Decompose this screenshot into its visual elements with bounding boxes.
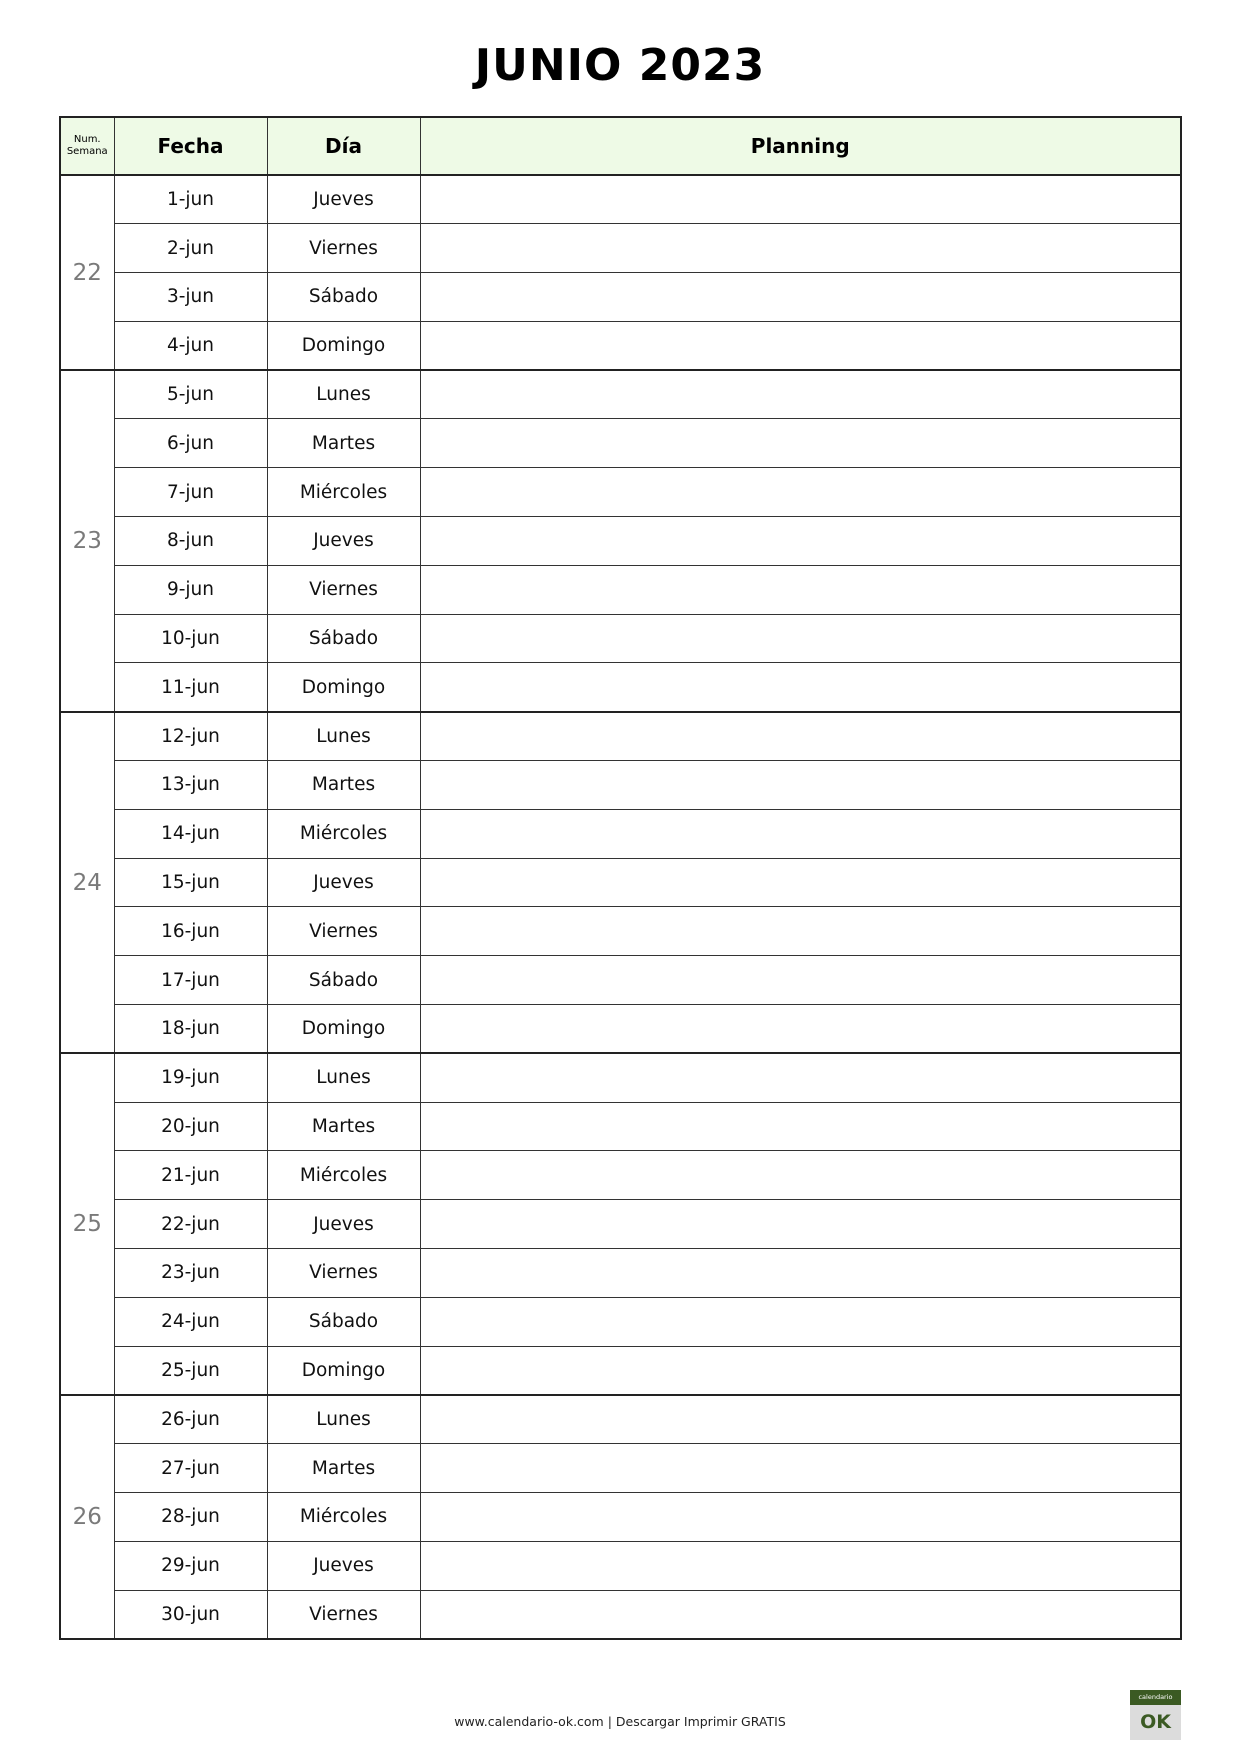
date-cell: 14-jun [114, 809, 267, 858]
date-cell: 26-jun [114, 1395, 267, 1444]
day-cell: Viernes [267, 1590, 420, 1639]
week-header-line1: Num. [73, 134, 101, 145]
day-cell: Lunes [267, 712, 420, 761]
week-number: 24 [60, 712, 114, 1054]
brand-logo [1130, 1690, 1181, 1740]
date-cell: 21-jun [114, 1151, 267, 1200]
page-title: JUNIO 2023 [474, 40, 766, 91]
planning-cell[interactable] [420, 224, 1181, 273]
planning-cell[interactable] [420, 1346, 1181, 1395]
date-header: Fecha [114, 117, 267, 175]
table-row [60, 224, 1181, 273]
date-cell: 3-jun [114, 273, 267, 322]
day-cell: Lunes [267, 370, 420, 419]
planning-cell[interactable] [420, 1444, 1181, 1493]
date-cell: 22-jun [114, 1200, 267, 1249]
date-cell: 2-jun [114, 224, 267, 273]
table-row [60, 517, 1181, 566]
planning-cell[interactable] [420, 1493, 1181, 1542]
planning-cell[interactable] [420, 761, 1181, 810]
planning-cell[interactable] [420, 663, 1181, 712]
day-cell: Viernes [267, 907, 420, 956]
planning-cell[interactable] [420, 273, 1181, 322]
date-cell: 29-jun [114, 1541, 267, 1590]
day-cell: Viernes [267, 1249, 420, 1298]
planning-cell[interactable] [420, 1541, 1181, 1590]
planning-cell[interactable] [420, 809, 1181, 858]
table-row [60, 614, 1181, 663]
planning-cell[interactable] [420, 712, 1181, 761]
day-cell: Martes [267, 761, 420, 810]
day-cell: Martes [267, 1444, 420, 1493]
day-cell: Sábado [267, 614, 420, 663]
table-row [60, 1053, 1181, 1102]
table-row [60, 1541, 1181, 1590]
planning-header: Planning [420, 117, 1181, 175]
planning-cell[interactable] [420, 1395, 1181, 1444]
date-cell: 11-jun [114, 663, 267, 712]
date-cell: 17-jun [114, 956, 267, 1005]
planning-cell[interactable] [420, 858, 1181, 907]
week-header-line2: Semana [66, 146, 108, 157]
table-row [60, 1444, 1181, 1493]
table-row [60, 1005, 1181, 1054]
date-cell: 18-jun [114, 1005, 267, 1054]
table-row [60, 468, 1181, 517]
day-cell: Lunes [267, 1053, 420, 1102]
planning-cell[interactable] [420, 1053, 1181, 1102]
date-cell: 28-jun [114, 1493, 267, 1542]
table-row [60, 1200, 1181, 1249]
planning-cell[interactable] [420, 1249, 1181, 1298]
date-cell: 20-jun [114, 1102, 267, 1151]
day-cell: Domingo [267, 321, 420, 370]
day-header: Día [267, 117, 420, 175]
planning-cell[interactable] [420, 565, 1181, 614]
date-cell: 23-jun [114, 1249, 267, 1298]
planning-cell[interactable] [420, 1200, 1181, 1249]
table-row [60, 321, 1181, 370]
table-row [60, 565, 1181, 614]
week-number: 22 [60, 175, 114, 370]
day-cell: Domingo [267, 663, 420, 712]
day-cell: Lunes [267, 1395, 420, 1444]
table-row [60, 1590, 1181, 1639]
week-number-header [60, 117, 114, 175]
day-cell: Martes [267, 419, 420, 468]
table-row [60, 956, 1181, 1005]
date-cell: 27-jun [114, 1444, 267, 1493]
date-cell: 13-jun [114, 761, 267, 810]
table-row [60, 370, 1181, 419]
planning-cell[interactable] [420, 175, 1181, 224]
table-row [60, 273, 1181, 322]
week-number: 25 [60, 1053, 114, 1395]
table-row [60, 1395, 1181, 1444]
day-cell: Miércoles [267, 809, 420, 858]
table-row [60, 1249, 1181, 1298]
planning-cell[interactable] [420, 1297, 1181, 1346]
header-row [60, 117, 1181, 175]
date-cell: 8-jun [114, 517, 267, 566]
day-cell: Domingo [267, 1346, 420, 1395]
day-cell: Jueves [267, 1541, 420, 1590]
day-cell: Jueves [267, 1200, 420, 1249]
date-cell: 4-jun [114, 321, 267, 370]
week-number: 26 [60, 1395, 114, 1639]
date-cell: 10-jun [114, 614, 267, 663]
table-row [60, 1102, 1181, 1151]
planning-cell[interactable] [420, 907, 1181, 956]
table-row [60, 1493, 1181, 1542]
day-cell: Domingo [267, 1005, 420, 1054]
date-cell: 19-jun [114, 1053, 267, 1102]
table-row [60, 419, 1181, 468]
planning-cell[interactable] [420, 468, 1181, 517]
table-row [60, 175, 1181, 224]
footer-text: www.calendario-ok.com | Descargar Imprimir GRATIS [454, 1714, 786, 1729]
date-cell: 25-jun [114, 1346, 267, 1395]
day-cell: Miércoles [267, 1493, 420, 1542]
planning-cell[interactable] [420, 614, 1181, 663]
day-cell: Miércoles [267, 468, 420, 517]
planning-cell[interactable] [420, 1102, 1181, 1151]
day-cell: Viernes [267, 565, 420, 614]
planning-cell[interactable] [420, 419, 1181, 468]
day-cell: Jueves [267, 858, 420, 907]
logo-top-label: calendario [1130, 1690, 1181, 1705]
date-cell: 1-jun [114, 175, 267, 224]
date-cell: 9-jun [114, 565, 267, 614]
date-cell: 15-jun [114, 858, 267, 907]
planning-cell[interactable] [420, 1590, 1181, 1639]
table-row [60, 907, 1181, 956]
planning-cell[interactable] [420, 956, 1181, 1005]
planning-cell[interactable] [420, 517, 1181, 566]
table-row [60, 809, 1181, 858]
day-cell: Sábado [267, 956, 420, 1005]
planning-cell[interactable] [420, 1151, 1181, 1200]
date-cell: 24-jun [114, 1297, 267, 1346]
table-row [60, 1151, 1181, 1200]
planning-cell[interactable] [420, 321, 1181, 370]
table-row [60, 858, 1181, 907]
day-cell: Martes [267, 1102, 420, 1151]
table-row [60, 712, 1181, 761]
table-row [60, 1297, 1181, 1346]
table-row [60, 761, 1181, 810]
day-cell: Jueves [267, 175, 420, 224]
logo-ok-label: OK [1130, 1705, 1181, 1740]
week-number: 23 [60, 370, 114, 712]
planner-table [59, 116, 1182, 1640]
day-cell: Sábado [267, 273, 420, 322]
table-row [60, 663, 1181, 712]
date-cell: 5-jun [114, 370, 267, 419]
date-cell: 12-jun [114, 712, 267, 761]
day-cell: Sábado [267, 1297, 420, 1346]
day-cell: Viernes [267, 224, 420, 273]
date-cell: 16-jun [114, 907, 267, 956]
date-cell: 7-jun [114, 468, 267, 517]
table-row [60, 1346, 1181, 1395]
date-cell: 30-jun [114, 1590, 267, 1639]
planning-cell[interactable] [420, 370, 1181, 419]
date-cell: 6-jun [114, 419, 267, 468]
day-cell: Miércoles [267, 1151, 420, 1200]
planner-body [60, 175, 1181, 1639]
day-cell: Jueves [267, 517, 420, 566]
planning-cell[interactable] [420, 1005, 1181, 1054]
